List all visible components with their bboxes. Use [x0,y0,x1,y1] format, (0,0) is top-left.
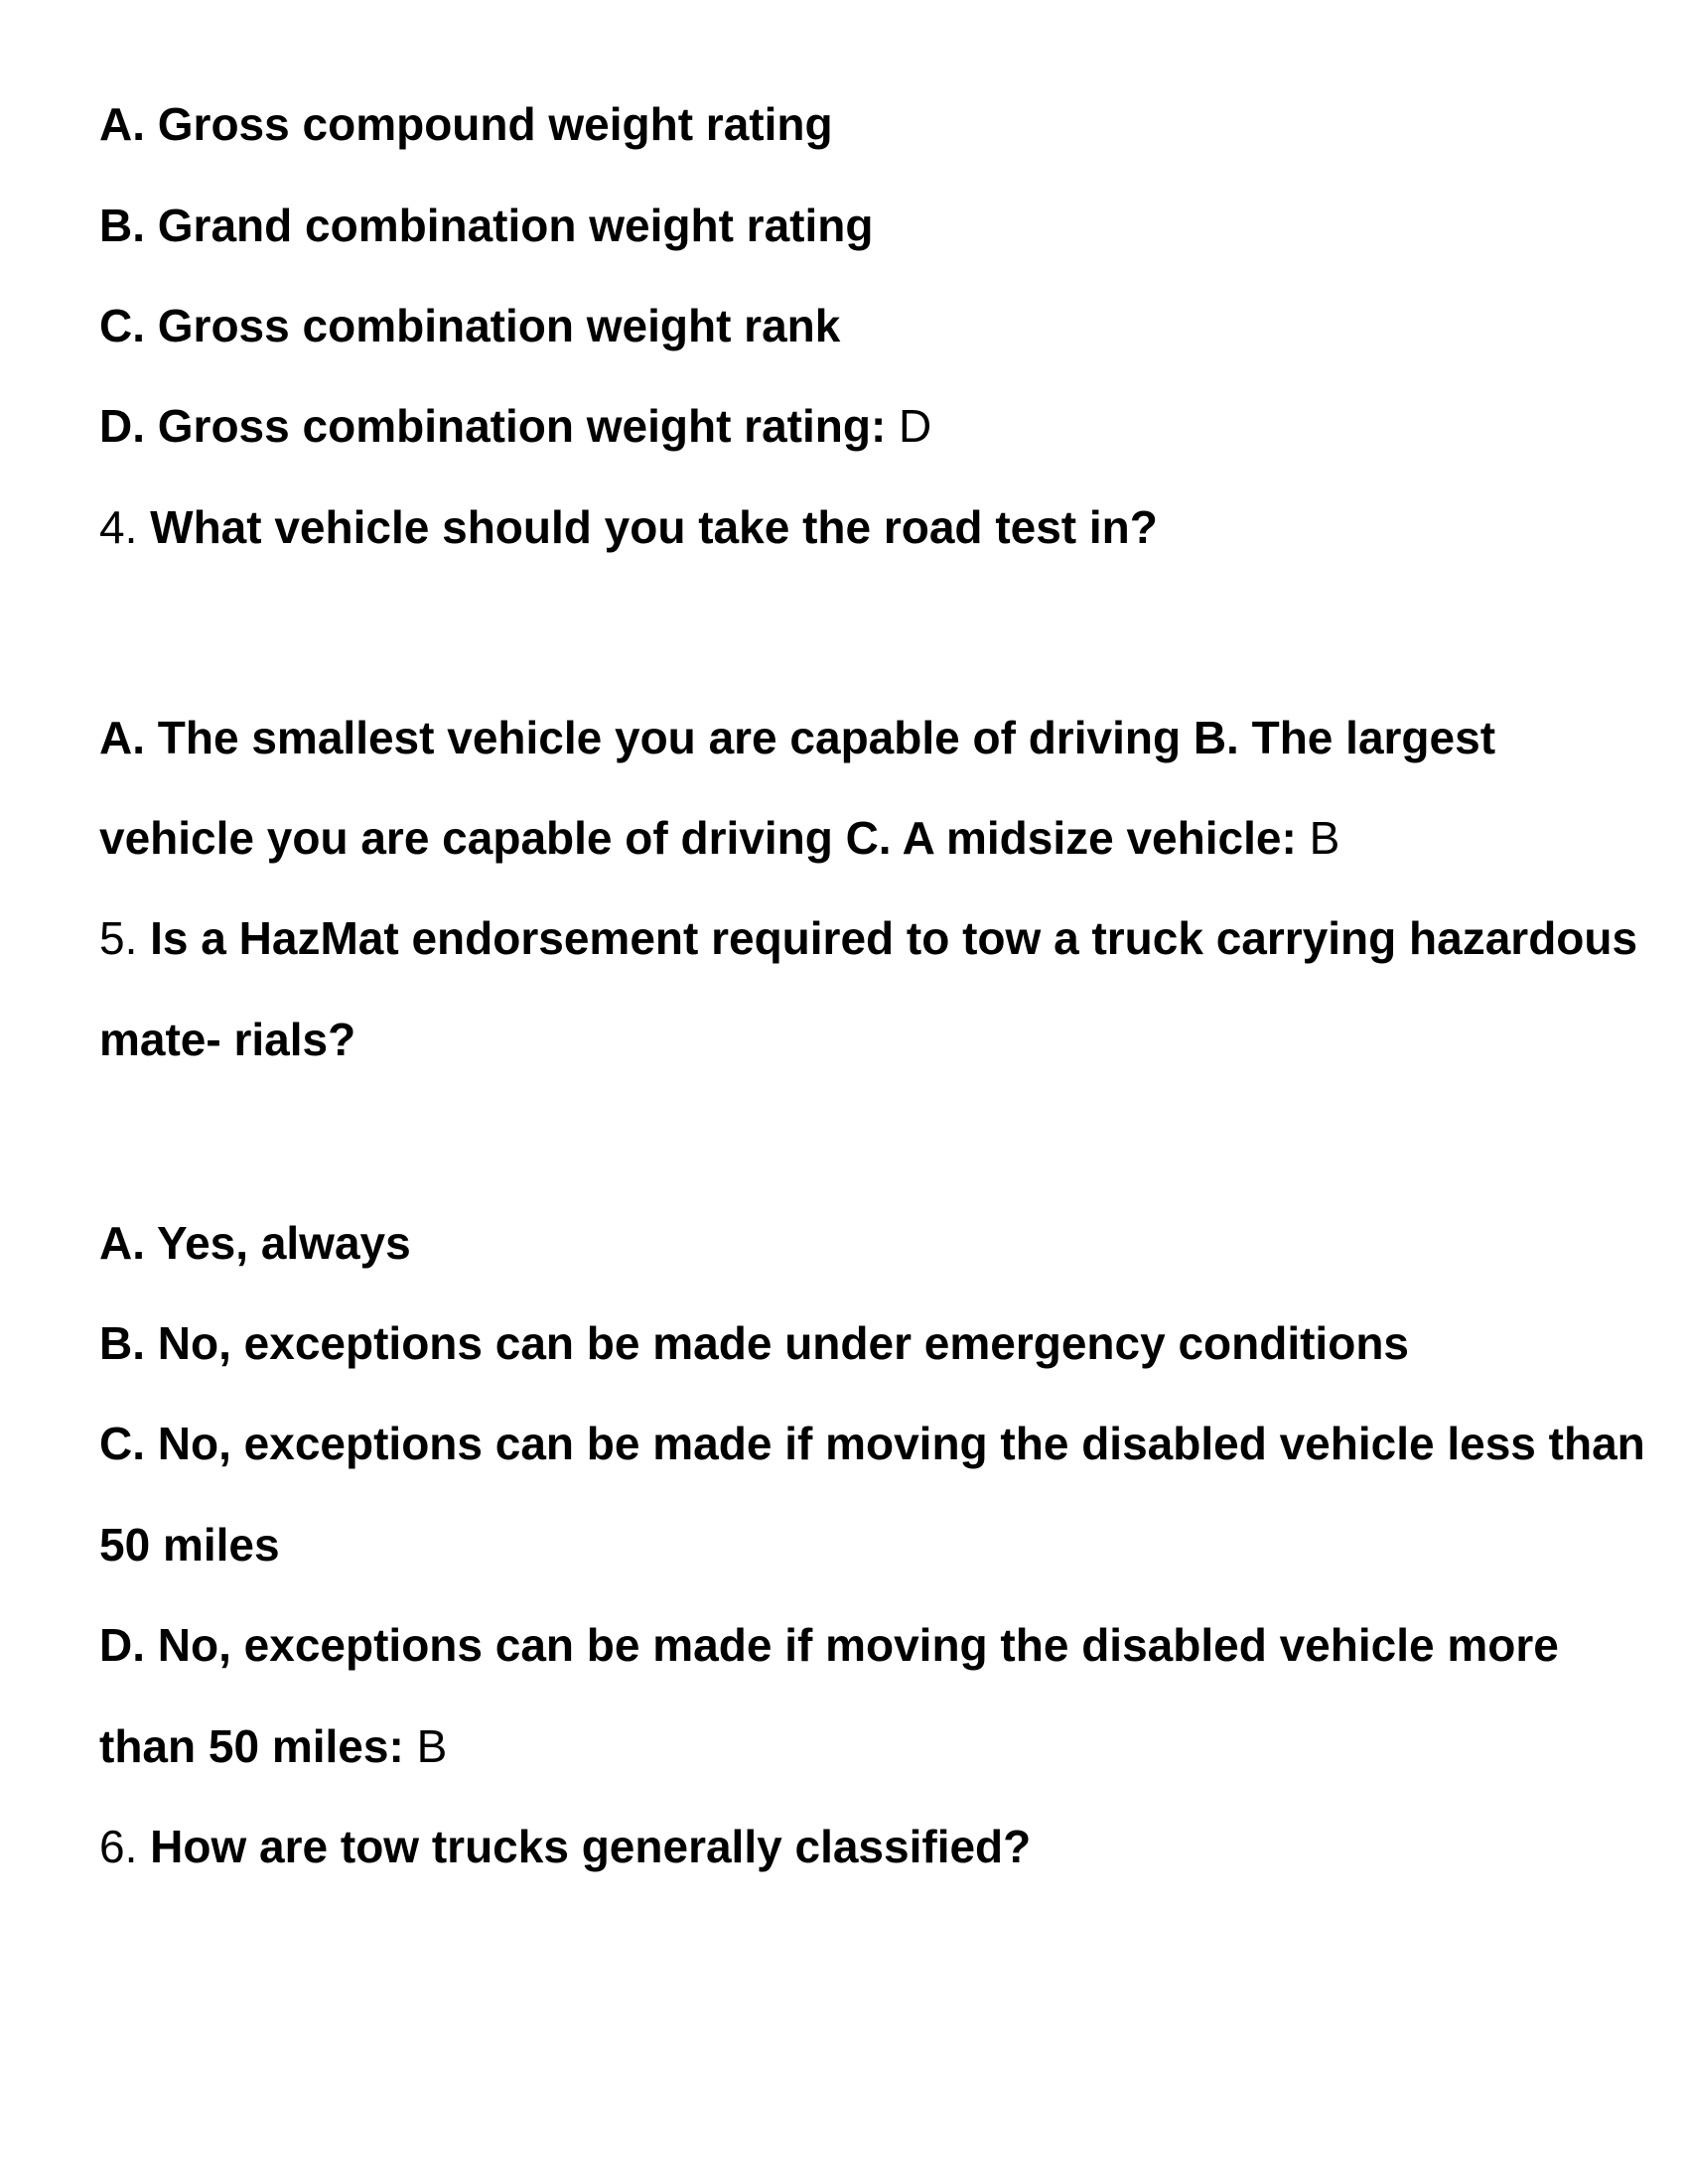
q4-options-text-1: A. The smallest vehicle you are capable of driving B. The largest [99,712,1496,763]
q3-option-c [99,298,840,353]
q4-options-line-1 [99,710,1495,765]
q3-option-d-text: D. Gross combination weight rating: [99,400,887,452]
q6-number: 6. [99,1821,138,1872]
q5-option-c-text-2: 50 miles [99,1519,280,1570]
q5-question-text-2: mate- rials? [99,1014,356,1065]
q4-answer: B [1309,812,1340,864]
q3-option-c-text: C. Gross combination weight rank [99,300,841,351]
q4-options-text-2: vehicle you are capable of driving C. A midsize vehicle: [99,812,1297,864]
q5-question-line-1 [99,910,1637,966]
q5-number: 5. [99,912,138,964]
q5-option-d-text-2: than 50 miles: [99,1720,404,1772]
q3-option-a-text: A. Gross compound weight rating [99,98,833,150]
q3-option-d [99,398,931,454]
q5-answer: B [416,1720,448,1772]
q5-option-a [99,1215,411,1271]
q5-option-b [99,1315,1409,1371]
q3-answer: D [899,400,932,452]
q5-question-text-1: Is a HazMat endorsement required to tow a truck carrying hazardous [150,912,1638,964]
q3-option-a [99,96,833,152]
q4-question [99,499,1158,555]
q5-option-d-line-1 [99,1617,1559,1673]
q6-question [99,1819,1031,1874]
q6-question-text: How are tow trucks generally classified? [150,1821,1032,1872]
q5-option-c-text-1: C. No, exceptions can be made if moving the disabled vehicle less than [99,1418,1645,1469]
q4-number: 4. [99,501,138,553]
q5-option-c-line-2 [99,1517,280,1572]
q3-option-b-text: B. Grand combination weight rating [99,200,874,251]
q5-option-d-text-1: D. No, exceptions can be made if moving the disabled vehicle more [99,1619,1559,1671]
q5-option-d-line-2 [99,1718,447,1774]
q3-option-b [99,198,873,253]
q4-question-text: What vehicle should you take the road test in? [150,501,1158,553]
q4-options-line-2 [99,810,1339,866]
q5-question-line-2 [99,1012,355,1067]
q5-option-b-text: B. No, exceptions can be made under emergency conditions [99,1317,1409,1369]
q5-option-a-text: A. Yes, always [99,1217,411,1269]
q5-option-c-line-1 [99,1416,1645,1471]
